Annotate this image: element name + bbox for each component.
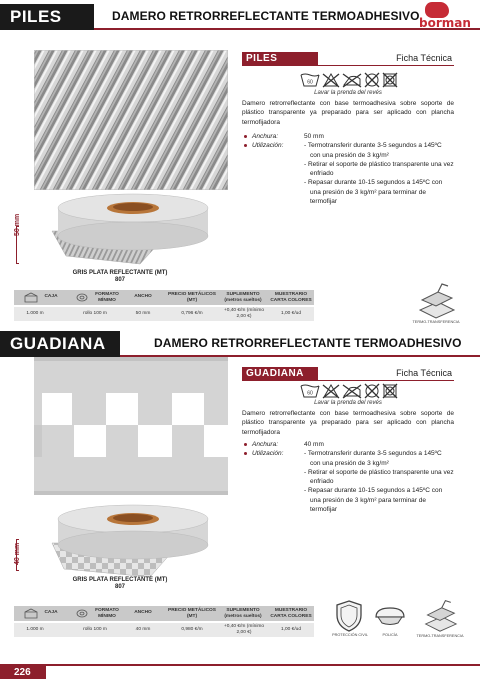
product-title: DAMERO RETRORREFLECTANTE TERMOADHESIVO <box>154 336 462 350</box>
table-row <box>14 307 314 321</box>
spec-anchura <box>242 440 454 449</box>
width-tag-text: 50 mm <box>14 213 21 236</box>
product-image <box>34 357 228 495</box>
roll-color-label: GRIS PLATA REFLECTANTE (MT) <box>72 577 168 583</box>
col-muestrario: MUESTRARIO CARTA COLORES <box>270 292 312 303</box>
spec-utilizacion <box>242 449 454 514</box>
product-name: GUADIANA <box>10 334 106 353</box>
col-suplemento: SUPLEMENTO (metros sueltos) <box>224 292 262 303</box>
icon-label-termo: TERMO-TRANSFERENCIA <box>416 634 464 638</box>
product-name: PILES <box>10 7 62 26</box>
col-muestrario: MUESTRARIO CARTA COLORES <box>270 608 312 619</box>
cell-caja: 1.000 m <box>26 311 44 316</box>
spec-list <box>242 132 454 206</box>
tape-roll-image <box>30 497 230 587</box>
press-icon <box>418 597 462 633</box>
cell-precio: 0,980 €/m <box>181 627 203 632</box>
care-symbols <box>300 383 400 399</box>
spec-utilizacion <box>242 141 454 206</box>
spec-anchura <box>242 132 454 141</box>
brand-logo <box>415 2 477 32</box>
wash-icon <box>301 385 319 397</box>
icon-label-policia: POLICÍA <box>382 633 398 637</box>
wash-icon <box>301 74 319 86</box>
cell-caja: 1.000 m <box>26 627 44 632</box>
cell-suplemento: +0,40 €/m (mínimo 2,00 €) <box>223 308 265 319</box>
bullet <box>244 443 247 446</box>
spec-step: - Retirar el soporte de plástico transparente una vez enfriado <box>304 160 454 178</box>
bullet <box>244 452 247 455</box>
product-name-badge <box>0 331 120 357</box>
col-ancho: ANCHO <box>134 610 152 615</box>
spec-value: 40 mm <box>304 441 324 448</box>
no-dryclean-icon <box>365 73 379 87</box>
roll-icon <box>76 293 88 302</box>
spec-label: Anchura: <box>252 441 279 448</box>
col-ancho: ANCHO <box>134 294 152 299</box>
roll-caption <box>20 270 220 284</box>
product-description: Damero retrorreflectante con base termoadhesiva sobre soporte de plástico transparente ya preparado para ser aplicado con plancha termofijadora <box>242 410 454 436</box>
col-formato: FORMATO MÍNIMO <box>95 292 119 303</box>
cell-suplemento: +0,40 €/m (mínimo 2,00 €) <box>223 624 265 635</box>
no-tumble-dry-icon <box>383 73 397 87</box>
spec-step: - Retirar el soporte de plástico transparente una vez enfriado <box>304 468 454 486</box>
diagonal-stripes-image <box>34 50 228 190</box>
table-header <box>14 606 314 621</box>
no-tumble-dry-icon <box>383 384 397 398</box>
roll-color-label: GRIS PLATA REFLECTANTE (MT) <box>72 270 168 276</box>
section-header <box>0 327 480 357</box>
spec-step: - Termotransferir durante 3-5 segundos a 145ºC con una presión de 3 kg/m² <box>304 450 442 467</box>
cell-muestrario: 1,00 €/ud <box>280 311 301 316</box>
col-precio: PRECIO METÁLICOS (MT) <box>168 292 216 303</box>
product-title: DAMERO RETRORREFLECTANTE TERMOADHESIVO <box>112 9 420 23</box>
product-section-piles <box>0 0 480 330</box>
no-bleach-icon <box>323 385 339 398</box>
col-caja: CAJA <box>44 610 58 615</box>
col-suplemento: SUPLEMENTO (metros sueltos) <box>224 608 262 619</box>
bullet <box>244 135 247 138</box>
spec-label: Utilización: <box>252 142 284 150</box>
press-label: TERMO-TRANSFERENCIA <box>412 320 460 324</box>
box-icon <box>24 608 38 619</box>
cell-muestrario: 1,00 €/ud <box>280 627 301 632</box>
ficha-label: Ficha Técnica <box>396 53 452 63</box>
ficha-label: Ficha Técnica <box>396 368 452 378</box>
roll-icon <box>76 609 88 618</box>
ficha-header <box>242 367 454 381</box>
ficha-product-name: GUADIANA <box>242 367 318 381</box>
product-name-badge <box>0 4 94 30</box>
width-bracket <box>16 539 19 571</box>
product-section-guadiana <box>0 327 480 657</box>
care-caption: Lavar la prenda del revés <box>314 400 382 406</box>
cell-formato: rollo 100 m <box>83 311 107 316</box>
roll-caption <box>20 577 220 591</box>
cell-ancho: 50 mm <box>135 311 151 316</box>
ficha-product-name: PILES <box>242 52 318 66</box>
spec-value: 50 mm <box>304 133 324 140</box>
no-iron-icon <box>343 74 361 87</box>
spec-list <box>242 440 454 514</box>
page-footer <box>0 664 480 679</box>
spec-step: - Termotransferir durante 3-5 segundos a 145ºC con una presión de 3 kg/m² <box>304 142 442 159</box>
logo-word: borman <box>419 16 471 30</box>
roll-code: 807 <box>114 277 125 283</box>
care-symbols <box>300 72 400 88</box>
box-icon <box>24 292 38 303</box>
no-bleach-icon <box>323 74 339 87</box>
bullet <box>244 144 247 147</box>
table-row <box>14 623 314 637</box>
section-header <box>0 0 480 30</box>
width-bracket <box>16 226 19 264</box>
svg-text:60: 60 <box>307 79 313 86</box>
product-image <box>34 50 228 190</box>
spec-label: Anchura: <box>252 133 279 140</box>
no-dryclean-icon <box>365 384 379 398</box>
spec-step: - Repasar durante 10-15 segundos a 145ºC con una presión de 3 kg/m² para terminar de termofijar <box>304 179 443 206</box>
care-caption: Lavar la prenda del revés <box>314 90 382 96</box>
no-iron-icon <box>343 385 361 398</box>
roll-code: 807 <box>114 584 125 590</box>
col-caja: CAJA <box>44 294 58 299</box>
spec-step: - Repasar durante 10-15 segundos a 145ºC con una presión de 3 kg/m² para terminar de termofijar <box>304 487 443 514</box>
heat-press-icon <box>414 280 458 320</box>
svg-text:60: 60 <box>307 390 313 397</box>
shield-icon <box>334 599 364 633</box>
cap-icon <box>372 605 408 629</box>
page-number: 226 <box>0 665 46 679</box>
cell-ancho: 40 mm <box>135 627 151 632</box>
spec-label: Utilización: <box>252 450 284 458</box>
width-tag-text: 40 mm <box>14 542 21 565</box>
cell-precio: 0,796 €/m <box>181 311 203 316</box>
table-header <box>14 290 314 305</box>
col-formato: FORMATO MÍNIMO <box>95 608 119 619</box>
ficha-header <box>242 52 454 66</box>
cell-formato: rollo 100 m <box>83 627 107 632</box>
icon-label-proteccion: PROTECCIÓN CIVIL <box>332 633 368 637</box>
product-description: Damero retrorreflectante con base termoadhesiva sobre soporte de plástico transparente ya preparado para ser aplicado con plancha termofijadora <box>242 100 454 126</box>
tape-roll-image <box>30 186 230 276</box>
checker-pattern-image <box>34 357 228 495</box>
col-precio: PRECIO METÁLICOS (MT) <box>168 608 216 619</box>
